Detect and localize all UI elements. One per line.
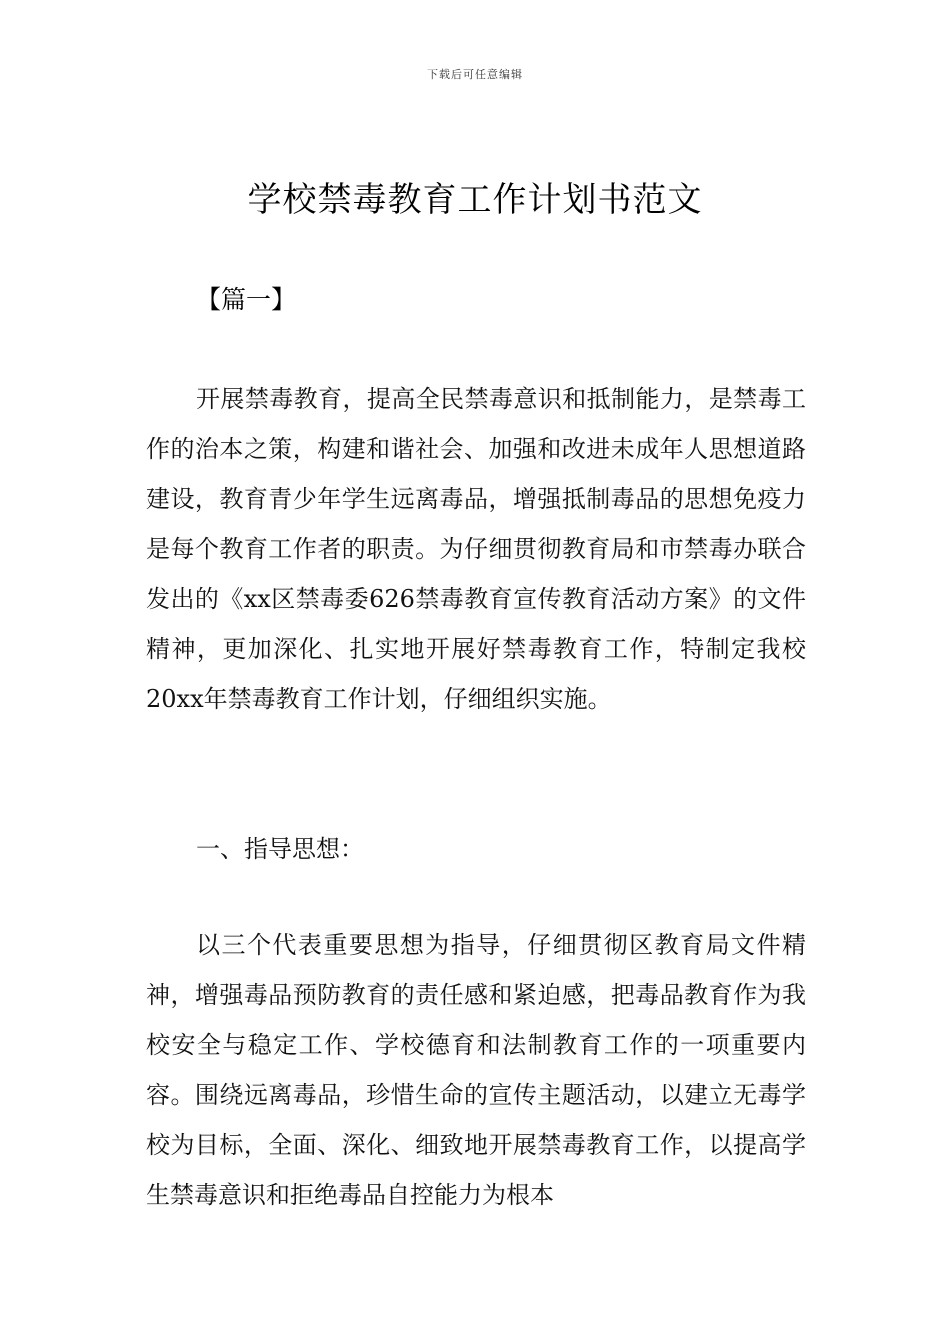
page-header-note: 下载后可任意编辑 xyxy=(427,68,523,81)
section-heading-guiding-ideology: 一、指导思想： xyxy=(196,835,364,863)
guiding-ideology-paragraph: 以三个代表重要思想为指导，仔细贯彻区教育局文件精神，增强毒品预防教育的责任感和紧迫感，把毒品教育作为我校安全与稳定工作、学校德育和法制教育工作的一项重要内容。围绕远离毒品，珍惜生命的宣传主题活动，以建立无毒学校为目标，全面、深化、细致地开展禁毒教育工作，以提高学生禁毒意识和拒绝毒品自控能力为根本 xyxy=(146,931,806,1209)
document-title: 学校禁毒教育工作计划书范文 xyxy=(247,180,703,220)
intro-paragraph: 开展禁毒教育，提高全民禁毒意识和抵制能力，是禁毒工作的治本之策，构建和谐社会、加强和改进未成年人思想道路建设，教育青少年学生远离毒品，增强抵制毒品的思想免疫力是每个教育工作者的职责。为仔细贯彻教育局和市禁毒办联合发出的《xx区禁毒委626禁毒教育宣传教育活动方案》的文件精神，更加深化、扎实地开展好禁毒教育工作，特制定我校20xx年禁毒教育工作计划，仔细组织实施。 xyxy=(146,385,806,713)
section-label: 【篇一】 xyxy=(196,285,297,314)
